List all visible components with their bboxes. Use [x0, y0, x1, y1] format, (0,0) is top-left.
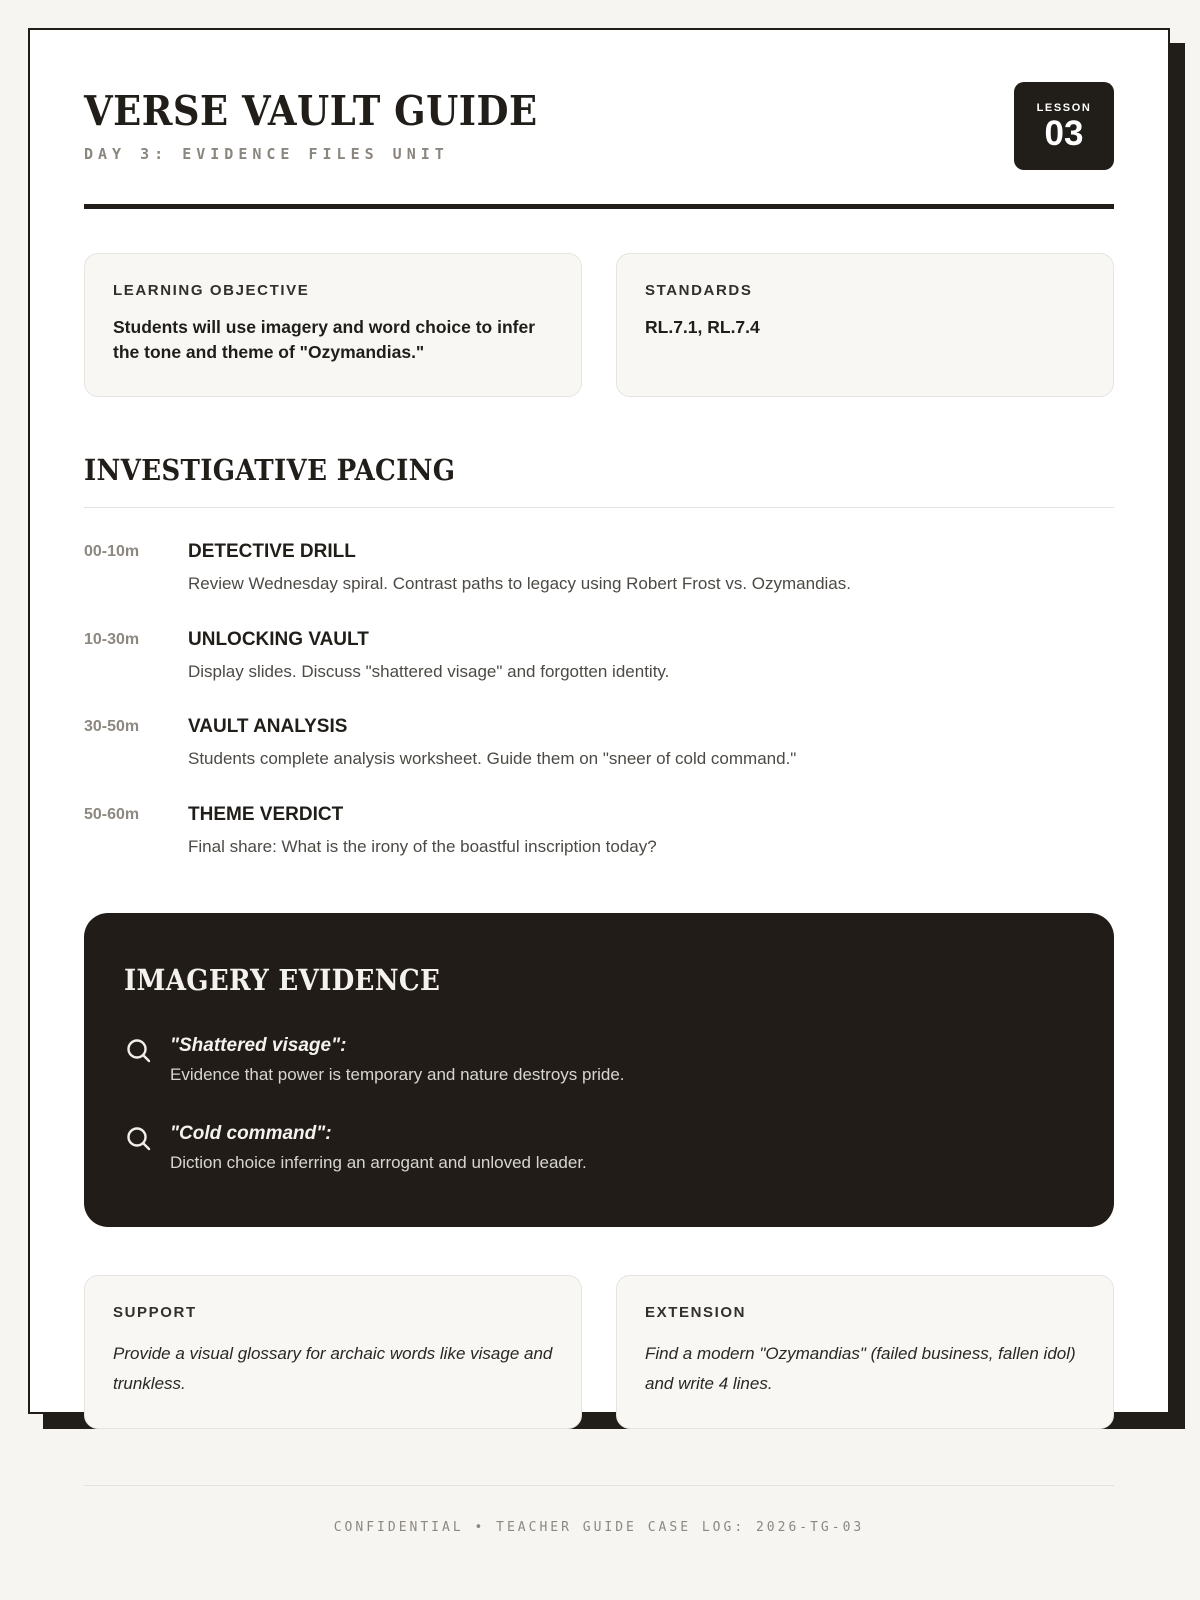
title-block: [84, 82, 538, 163]
pacing-row: [84, 629, 1114, 684]
page-title: VERSE VAULT GUIDE: [84, 87, 538, 135]
pacing-time: 00-10m: [84, 542, 140, 560]
extension-text: Find a modern "Ozymandias" (failed business, fallen idol) and write 4 lines.: [645, 1343, 1076, 1393]
pacing-section: [84, 453, 1114, 859]
evidence-desc: Diction choice inferring an arrogant and unloved leader.: [170, 1152, 587, 1172]
page-subtitle: DAY 3: EVIDENCE FILES UNIT: [84, 145, 449, 164]
pacing-title: THEME VERDICT: [188, 804, 344, 826]
extension-card: [616, 1275, 1114, 1430]
pacing-entry: [188, 716, 1114, 771]
magnifier-icon: [124, 1036, 154, 1071]
pacing-heading: INVESTIGATIVE PACING: [84, 452, 456, 487]
pacing-row: [84, 541, 1114, 596]
standards-card: [616, 253, 1114, 397]
footer-case-log: CONFIDENTIAL • TEACHER GUIDE CASE LOG: 2026-TG-03: [333, 1520, 865, 1536]
imagery-evidence-heading: IMAGERY EVIDENCE: [124, 962, 441, 997]
lesson-badge: [1014, 82, 1114, 170]
pacing-entry: [188, 804, 1114, 859]
pacing-row: [84, 804, 1114, 859]
pacing-desc: Display slides. Discuss "shattered visage" and forgotten identity.: [188, 661, 670, 681]
pacing-divider: [84, 507, 1114, 508]
pacing-time: 30-50m: [84, 718, 140, 736]
document-page: [28, 28, 1170, 1536]
pacing-desc: Students complete analysis worksheet. Guide them on "sneer of cold command.": [188, 749, 797, 769]
info-cards-row: [84, 253, 1114, 397]
lesson-badge-label: LESSON: [1036, 101, 1092, 114]
learning-objective-text: Students will use imagery and word choice to infer the tone and theme of "Ozymandias.": [113, 317, 536, 363]
pacing-desc: Review Wednesday spiral. Contrast paths to legacy using Robert Frost vs. Ozymandias.: [188, 573, 851, 593]
header-rule: [84, 204, 1114, 209]
evidence-item: [124, 1123, 1074, 1173]
support-text: Provide a visual glossary for archaic words like visage and trunkless.: [113, 1343, 553, 1393]
evidence-term: "Shattered visage":: [170, 1034, 347, 1056]
evidence-desc: Evidence that power is temporary and nature destroys pride.: [170, 1064, 625, 1084]
bottom-cards-row: [84, 1275, 1114, 1430]
page-content: [30, 30, 1168, 1535]
standards-text: RL.7.1, RL.7.4: [645, 317, 760, 337]
learning-objective-label: LEARNING OBJECTIVE: [113, 282, 310, 299]
evidence-entry: [170, 1035, 625, 1085]
pacing-time: 10-30m: [84, 630, 140, 648]
pacing-entry: [188, 629, 1114, 684]
header: [84, 82, 1114, 170]
lesson-badge-number: 03: [1044, 113, 1084, 153]
extension-label: EXTENSION: [645, 1303, 747, 1321]
learning-objective-card: [84, 253, 582, 397]
pacing-title: DETECTIVE DRILL: [188, 540, 356, 562]
support-card: [84, 1275, 582, 1430]
pacing-entry: [188, 541, 1114, 596]
magnifier-icon: [124, 1124, 154, 1159]
pacing-title: UNLOCKING VAULT: [188, 628, 369, 650]
pacing-row: [84, 716, 1114, 771]
pacing-time: 50-60m: [84, 806, 140, 824]
pacing-desc: Final share: What is the irony of the boastful inscription today?: [188, 837, 657, 857]
standards-label: STANDARDS: [645, 282, 753, 299]
evidence-term: "Cold command":: [170, 1122, 332, 1144]
footer-divider: [84, 1485, 1114, 1486]
evidence-entry: [170, 1123, 587, 1173]
evidence-item: [124, 1035, 1074, 1085]
pacing-title: VAULT ANALYSIS: [188, 716, 348, 738]
imagery-evidence-panel: [84, 913, 1114, 1227]
support-label: SUPPORT: [113, 1303, 197, 1321]
